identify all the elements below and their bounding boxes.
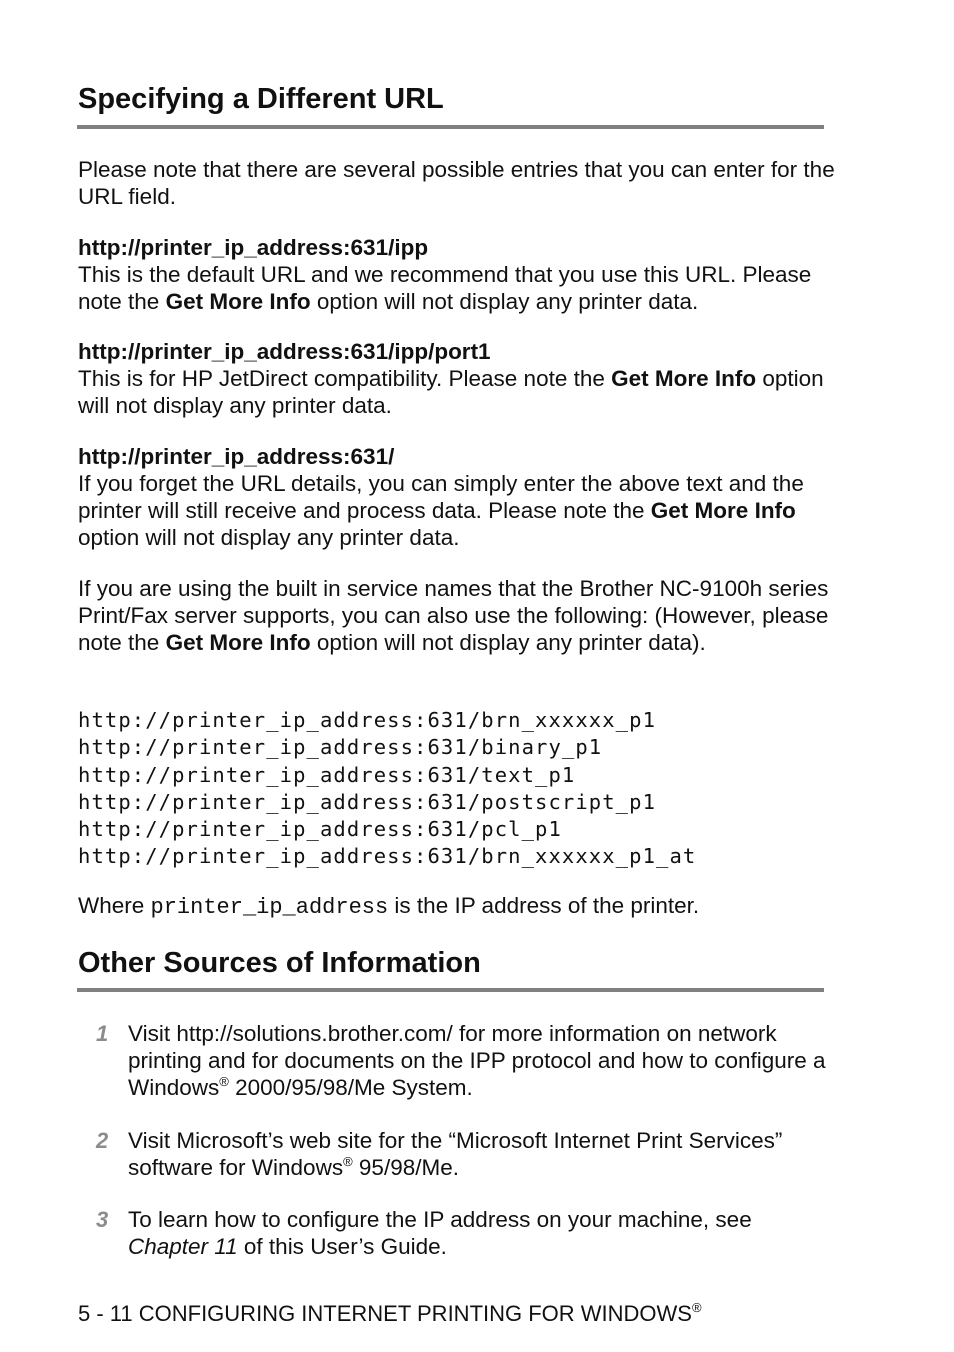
code-line: http://printer_ip_address:631/brn_xxxxxx_p1_at [78, 844, 697, 869]
code-line: http://printer_ip_address:631/brn_xxxxxx_p1 [78, 708, 657, 732]
code-line: http://printer_ip_address:631/binary_p1 [78, 735, 603, 760]
url-entry-root [78, 443, 838, 551]
code-line: http://printer_ip_address:631/postscript_p1 [78, 789, 657, 814]
service-url-code-block [78, 707, 696, 871]
step-item: Visit http://solutions.brother.com/ for more information on network printing and for documents on the IPP protocol and how to configure a Windows® 2000/95/98/Me System. [128, 1021, 826, 1100]
url-entry-description: If you forget the URL details, you can simply enter the above text and the printer will still receive and process data. Please note the Get More Info option will not display any printer data. [78, 471, 804, 550]
step-number: 1 [96, 1021, 109, 1046]
code-line: http://printer_ip_address:631/pcl_p1 [78, 817, 562, 842]
page-footer: 5 - 11 CONFIGURING INTERNET PRINTING FOR WINDOWS® [78, 1300, 702, 1326]
inline-code: printer_ip_address [150, 895, 389, 920]
url-entry-url: http://printer_ip_address:631/ipp/port1 [78, 339, 491, 364]
service-names-paragraph: If you are using the built in service names that the Brother NC-9100h series Print/Fax server supports, you can also use the following: (However, please note the Get More Info option will not display any printer data). [78, 576, 829, 655]
section-title-other-sources: Other Sources of Information [78, 947, 481, 979]
where-note: Where printer_ip_address is the IP address of the printer. [78, 893, 700, 920]
intro-paragraph: Please note that there are several possible entries that you can enter for the URL field. [78, 157, 835, 209]
url-entry-url: http://printer_ip_address:631/ [78, 444, 395, 469]
section-divider [77, 988, 824, 992]
step-number: 3 [96, 1207, 109, 1232]
url-entry-url: http://printer_ip_address:631/ipp [78, 235, 429, 260]
chapter-reference: Chapter 11 [128, 1234, 238, 1259]
url-entry-port1 [78, 338, 838, 419]
url-entry-description: This is the default URL and we recommend that you use this URL. Please note the Get More Info option will not display any printer data. [78, 262, 812, 314]
code-line: http://printer_ip_address:631/text_p1 [78, 762, 576, 787]
section-title-different-url: Specifying a Different URL [78, 83, 444, 115]
url-entry-ipp [78, 234, 838, 315]
step-number: 2 [96, 1128, 109, 1153]
step-item: To learn how to configure the IP address on your machine, see Chapter 11 of this User’s Guide. [128, 1207, 752, 1259]
url-entry-description: This is for HP JetDirect compatibility. Please note the Get More Info option will not display any printer data. [78, 366, 824, 418]
section-divider [77, 125, 824, 129]
step-item: Visit Microsoft’s web site for the “Microsoft Internet Print Services” software for Windows® 95/98/Me. [128, 1128, 783, 1180]
